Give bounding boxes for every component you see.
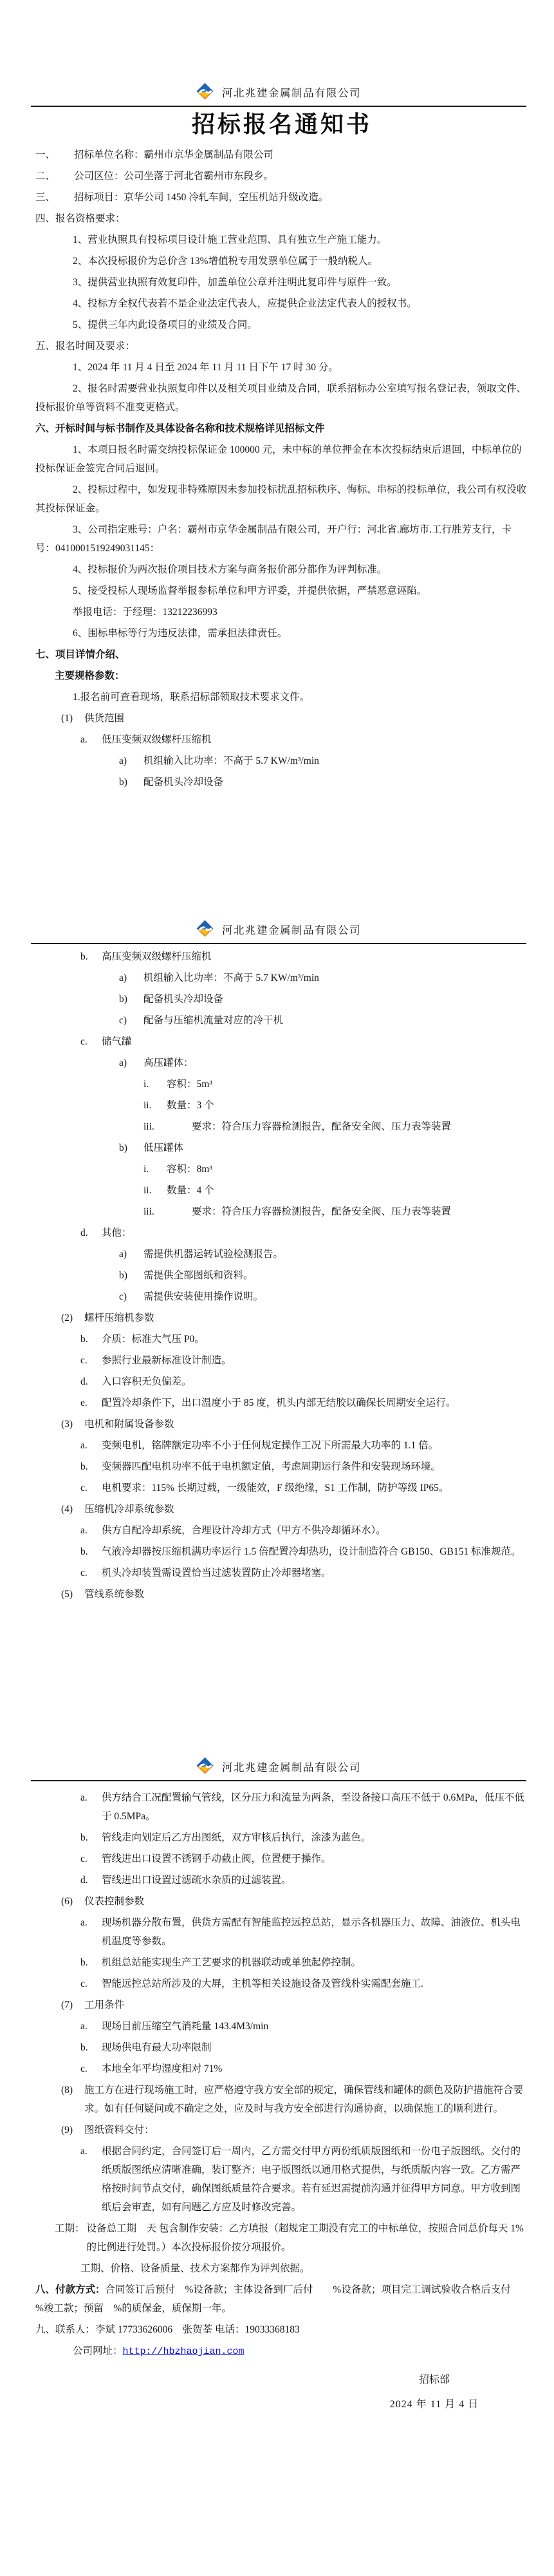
list-marker: 4、 — [73, 564, 88, 575]
paragraph-text: 机组总站能实现生产工艺要求的机器联动或单独起停控制。 — [102, 1957, 362, 1968]
paragraph-text: 公司网址： — [73, 2345, 123, 2356]
list-marker: d. — [80, 1227, 88, 1238]
company-name: 河北兆建金属制品有限公司 — [222, 86, 361, 99]
doc-paragraph — [80, 1953, 528, 1972]
paragraph-text: 低压变频双级螺杆压缩机 — [102, 734, 212, 745]
doc-paragraph — [61, 2121, 528, 2139]
paragraph-text: 管线进出口设置不锈钢手动截止阀，位置便于操作。 — [102, 1853, 331, 1864]
list-marker: c. — [80, 1978, 88, 1989]
doc-paragraph — [80, 730, 528, 749]
paragraph-text: 项目详情介绍、 — [55, 649, 125, 660]
doc-paragraph — [73, 603, 528, 621]
paragraph-text: 配置冷却条件下，出口温度小于 85 度，机头内部无结胶以确保长周期安全运行。 — [102, 1397, 456, 1408]
doc-paragraph — [119, 1245, 528, 1264]
paragraph-text: 螺杆压缩机参数 — [84, 1312, 154, 1323]
doc-paragraph — [35, 582, 528, 600]
list-marker: b. — [80, 1957, 88, 1968]
paragraph-text: 数量：3 个 — [167, 1100, 214, 1111]
page-content — [35, 109, 528, 794]
paragraph-text: 要求：符合压力容器检测报告，配备安全阀、压力表等装置 — [192, 1121, 452, 1132]
list-marker: 2、 — [73, 484, 88, 495]
doc-paragraph — [80, 1788, 528, 1826]
doc-paragraph — [35, 379, 528, 417]
list-marker: i. — [143, 1079, 149, 1090]
list-marker: 3、 — [73, 277, 88, 288]
doc-paragraph — [35, 520, 528, 558]
doc-paragraph — [119, 1266, 528, 1285]
list-marker: 八、付款方式： — [35, 2284, 106, 2295]
paragraph-text: 现场目前压缩空气消耗量 143.4M3/min — [102, 2021, 269, 2032]
list-marker: a. — [80, 2021, 88, 2032]
doc-paragraph — [80, 947, 528, 966]
paragraph-text: 营业执照具有投标项目设计施工营业范围、具有独立生产施工能力。 — [88, 234, 387, 245]
list-marker: c. — [80, 2063, 88, 2074]
doc-paragraph — [35, 294, 528, 313]
doc-paragraph — [35, 645, 528, 664]
list-marker: 1、 — [73, 362, 88, 373]
doc-paragraph — [119, 1139, 528, 1157]
doc-paragraph — [55, 667, 528, 685]
doc-paragraph — [73, 688, 528, 706]
list-marker: d. — [80, 1376, 88, 1387]
paragraph-text: 电机要求：115% 长期过载，一级能效，F 级绝缘，S1 工作制，防护等级 IP65。 — [102, 1482, 449, 1493]
list-marker: ii. — [143, 1185, 152, 1196]
paragraph-text: 电机和附属设备参数 — [84, 1419, 174, 1430]
list-marker: a) — [119, 1249, 127, 1260]
list-marker: b. — [80, 1546, 88, 1557]
list-marker: iii. — [143, 1121, 154, 1132]
paragraph-text: 介质：标准大气压 P0。 — [102, 1334, 205, 1345]
paragraph-text: 要求：符合压力容器检测报告，配备安全阀、压力表等装置 — [192, 1206, 452, 1217]
page-header — [31, 920, 526, 944]
list-marker: b) — [119, 994, 127, 1005]
list-marker: c) — [119, 1291, 127, 1302]
signature-department: 招标部 — [418, 2374, 450, 2385]
doc-paragraph — [61, 2081, 528, 2118]
doc-paragraph — [143, 1075, 528, 1094]
list-marker: (1) — [61, 713, 73, 724]
company-logo-icon — [196, 920, 214, 938]
list-marker: b) — [119, 777, 127, 788]
header-row — [31, 920, 526, 938]
doc-paragraph — [143, 1096, 528, 1115]
doc-paragraph — [80, 1351, 528, 1370]
paragraph-text: 招标项目：京华公司 1450 冷轧车间，空压机站升级改造。 — [74, 192, 329, 203]
paragraph-text: 举报电话：于经理：13212236993 — [73, 607, 217, 618]
paragraph-text: 1.报名前可查看现场，联系招标部领取技术要求文件。 — [73, 692, 310, 703]
doc-paragraph — [35, 2280, 528, 2318]
doc-paragraph — [61, 1415, 528, 1434]
doc-paragraph — [80, 1394, 528, 1412]
header-row — [31, 1757, 526, 1776]
paragraph-text: 投标方全权代表若不是企业法定代表人，应提供企业法定代表人的授权书。 — [88, 298, 417, 309]
list-marker: c. — [80, 1355, 88, 1366]
doc-paragraph — [61, 1585, 528, 1604]
list-marker: iii. — [143, 1206, 154, 1217]
company-website-link[interactable]: http://hbzhaojian.com — [122, 2346, 245, 2357]
paragraph-text: 供方自配冷却系统，合理设计冷却方式（甲方不供冷却循环水）。 — [102, 1525, 386, 1536]
doc-paragraph — [55, 2219, 528, 2257]
paragraph-text: 变频电机，铭牌额定功率不小于任何规定操作工况下所需最大功率的 1.1 倍。 — [102, 1440, 439, 1451]
list-marker: a. — [80, 1440, 88, 1451]
list-marker: 三、 — [35, 192, 56, 203]
doc-paragraph — [80, 1372, 528, 1391]
page-content — [35, 1788, 528, 2363]
paragraph-text: 公司指定账号：户名：霸州市京华金属制品有限公司，开户行：河北省.廊坊市.工行胜芳支行，卡号：0410001519249031145： — [35, 524, 512, 554]
paragraph-text: 高压罐体： — [143, 1057, 194, 1068]
paragraph-text: 联系人：李斌 17733626006 张贺荃 电话：19033368183 — [55, 2324, 300, 2335]
list-marker: 一、 — [35, 149, 56, 160]
doc-paragraph — [143, 1202, 528, 1221]
paragraph-text: 接受投标人现场监督举报参标单位和甲方评委，并提供依据，严禁恶意诬陷。 — [88, 585, 427, 596]
doc-paragraph — [80, 2038, 528, 2057]
list-marker: 九、 — [35, 2324, 56, 2335]
doc-paragraph — [35, 337, 528, 355]
doc-paragraph — [80, 1564, 528, 1582]
list-marker: 五、 — [35, 341, 56, 352]
paragraph-text: 主要规格参数： — [55, 670, 125, 681]
doc-paragraph — [143, 1117, 528, 1136]
list-marker: (9) — [61, 2125, 73, 2136]
paragraph-text: 仪表控制参数 — [84, 1896, 145, 1907]
list-marker: c. — [80, 1853, 88, 1864]
paragraph-text: 管线走向划定后乙方出图纸，双方审核后执行，涂漆为蓝色。 — [102, 1832, 371, 1843]
paragraph-text: 本地全年平均湿度相对 71% — [102, 2063, 223, 2074]
paragraph-text: 现场机器分散布置，供货方需配有智能监控远控总站，显示各机器压力、故障、油液位、机头电机温度等参数。 — [102, 1917, 521, 1947]
paragraph-text: 需提供安装使用操作说明。 — [143, 1291, 264, 1302]
list-marker: b) — [119, 1270, 127, 1281]
doc-paragraph — [143, 1181, 528, 1200]
list-marker: e. — [80, 1397, 88, 1408]
doc-paragraph — [80, 1457, 528, 1476]
paragraph-text: 供货范围 — [84, 713, 125, 724]
company-name: 河北兆建金属制品有限公司 — [222, 1761, 361, 1774]
paragraph-text: 设备总工期 天 包含制作安装：乙方填报（超规定工期没有完工的中标单位，按照合同总价每天 1%的比例进行处罚。）本次投标报价按分项报价。 — [86, 2223, 524, 2253]
list-marker: (7) — [61, 2000, 73, 2011]
doc-paragraph — [119, 752, 528, 770]
list-marker: a. — [80, 1792, 88, 1803]
page-3 — [0, 1716, 554, 2576]
paragraph-text: 参照行业最新标准设计制造。 — [102, 1355, 232, 1366]
doc-paragraph — [119, 969, 528, 987]
list-marker: (4) — [61, 1504, 73, 1515]
list-marker: c) — [119, 1015, 127, 1026]
doc-paragraph — [80, 1542, 528, 1561]
doc-paragraph — [80, 1521, 528, 1540]
company-name: 河北兆建金属制品有限公司 — [222, 923, 361, 936]
paragraph-text: 提供营业执照有效复印件，加盖单位公章并注明此复印件与原件一致。 — [88, 277, 397, 288]
doc-paragraph — [80, 1828, 528, 1847]
paragraph-text: 开标时间与标书制作及具体设备名称和技术规格详见招标文件 — [55, 423, 325, 434]
paragraph-text: 根据合同约定，合同签订后一周内，乙方需交付甲方两份纸质版图纸和一份电子版图纸。交付的纸质版图纸应清晰准确，装订整齐；电子版图纸以通用格式提供，与纸质版内容一致。乙方需严格按时间节点交付，确保图纸质量符合要求。若有延迟需提前沟通并征得甲方同意。甲方收到图纸后会审查，如有问题乙方应及时修改完善。 — [102, 2146, 521, 2213]
list-marker: 二、 — [35, 171, 56, 182]
paragraph-text: 报名时需要营业执照复印件以及相关项目业绩及合同，联系招标办公室填写报名登记表，领取文件、投标报价单等资料不准变更格式。 — [35, 383, 527, 413]
doc-paragraph — [80, 1224, 528, 1242]
doc-paragraph — [73, 2342, 528, 2361]
list-marker: 七、 — [35, 649, 56, 660]
doc-paragraph — [35, 209, 528, 228]
paragraph-text: 图纸资料交付： — [84, 2125, 154, 2136]
list-marker: a) — [119, 972, 127, 983]
list-marker: 工期： — [55, 2223, 85, 2234]
paragraph-text: 数量：4 个 — [167, 1185, 214, 1196]
doc-paragraph — [61, 1500, 528, 1519]
list-marker: 3、 — [73, 524, 88, 535]
doc-paragraph — [119, 990, 528, 1009]
doc-paragraph — [35, 358, 528, 377]
list-marker: b. — [80, 1461, 88, 1472]
list-marker: 1、 — [73, 234, 88, 245]
paragraph-text: 报名时间及要求： — [55, 341, 136, 352]
paragraph-text: 低压罐体 — [143, 1142, 184, 1153]
list-marker: b. — [80, 1832, 88, 1843]
doc-paragraph — [35, 167, 528, 185]
list-marker: 4、 — [73, 298, 88, 309]
paragraph-text: 容积：5m³ — [167, 1079, 212, 1090]
doc-paragraph — [80, 1330, 528, 1349]
paragraph-text: 投标报价为两次报价项目技术方案与商务报价部分都作为评判标准。 — [88, 564, 387, 575]
paragraph-text: 合同签订后预付 %设备款；主体设备到厂后付 %设备款；项目完工调试验收合格后支付 %竣工款；预留 %的质保金，质保期一年。 — [35, 2284, 521, 2314]
list-marker: 六、 — [35, 423, 56, 434]
list-marker: i. — [143, 1164, 149, 1175]
page-content — [35, 947, 528, 1606]
list-marker: b) — [119, 1142, 127, 1153]
list-marker: a. — [80, 2146, 88, 2157]
signature-block — [341, 2372, 528, 2412]
paragraph-text: 管线进出口设置过滤疏水杂质的过滤装置。 — [102, 1875, 291, 1886]
list-marker: (5) — [61, 1589, 73, 1600]
paragraph-text: 配备与压缩机流量对应的冷干机 — [143, 1015, 284, 1026]
paragraph-text: 工用条件 — [84, 2000, 125, 2011]
doc-paragraph — [61, 1892, 528, 1911]
list-marker: a) — [119, 1057, 127, 1068]
doc-paragraph — [61, 1996, 528, 2014]
page-header — [31, 82, 526, 107]
list-marker: (6) — [61, 1896, 73, 1907]
list-marker: c. — [80, 1567, 88, 1578]
doc-paragraph — [61, 709, 528, 728]
doc-paragraph — [80, 2017, 528, 2036]
page-1 — [0, 0, 554, 878]
page-header — [31, 1757, 526, 1781]
doc-paragraph — [35, 560, 528, 579]
list-marker: 5、 — [73, 585, 88, 596]
paragraph-text: 机组输入比功率：不高于 5.7 KW/m³/min — [143, 972, 319, 983]
paragraph-text: 投标过程中，如发现非特殊原因未参加投标扰乱招标秩序、悔标、串标的投标单位，我公司有权没收其投标保证金。 — [35, 484, 527, 514]
doc-paragraph — [35, 419, 528, 438]
header-row — [31, 82, 526, 101]
list-marker: ii. — [143, 1100, 152, 1111]
doc-paragraph — [80, 1436, 528, 1455]
company-logo-icon — [196, 1757, 214, 1776]
doc-paragraph — [80, 1871, 528, 1889]
list-marker: (3) — [61, 1419, 73, 1430]
paragraph-text: 施工方在进行现场施工时，应严格遵守我方安全部的规定，确保管线和罐体的颜色及防护措施符合要求。如有任何疑问或不确定之处，应及时与我方安全部进行沟通协商，以确保施工的顺利进行。 — [84, 2085, 524, 2114]
doc-paragraph — [119, 773, 528, 791]
paragraph-text: 机组输入比功率：不高于 5.7 KW/m³/min — [143, 755, 319, 766]
paragraph-text: 变频器匹配电机功率不低于电机额定值，考虑周期运行条件和安装现场环境。 — [102, 1461, 441, 1472]
doc-paragraph — [80, 1913, 528, 1951]
doc-paragraph — [35, 440, 528, 478]
doc-paragraph — [119, 1011, 528, 1030]
list-marker: 5、 — [73, 319, 88, 330]
paragraph-text: 需提供全部图纸和资料。 — [143, 1270, 254, 1281]
doc-paragraph — [35, 316, 528, 334]
list-marker: c. — [80, 1036, 88, 1047]
doc-paragraph — [35, 273, 528, 292]
paragraph-text: 配备机头冷却设备 — [143, 777, 224, 788]
doc-paragraph — [80, 1479, 528, 1497]
list-marker: a) — [119, 755, 127, 766]
list-marker: b. — [80, 951, 88, 962]
doc-paragraph — [80, 2259, 528, 2278]
company-logo-icon — [196, 82, 214, 101]
list-marker: d. — [80, 1875, 88, 1886]
doc-paragraph — [80, 2142, 528, 2217]
paragraph-text: 工期、价格、设备质量、技术方案都作为评判依据。 — [80, 2263, 310, 2274]
doc-paragraph — [143, 1160, 528, 1179]
paragraph-text: 储气罐 — [102, 1036, 132, 1047]
list-marker: 1、 — [73, 444, 88, 455]
doc-paragraph — [80, 1032, 528, 1051]
list-marker: 四、 — [35, 213, 56, 224]
list-marker: 2、 — [73, 256, 88, 267]
paragraph-text: 高压变频双级螺杆压缩机 — [102, 951, 212, 962]
paragraph-text: 容积：8m³ — [167, 1164, 212, 1175]
signature-date: 2024 年 11 月 4 日 — [389, 2399, 479, 2410]
doc-paragraph — [35, 252, 528, 270]
list-marker: (8) — [61, 2085, 73, 2096]
paragraph-text: 现场供电有最大功率限制 — [102, 2042, 212, 2053]
doc-paragraph — [35, 2320, 528, 2339]
paragraph-text: 报名资格要求： — [55, 213, 125, 224]
paragraph-text: 供方结合工况配置输气管线，区分压力和流量为两条，至设备接口高压不低于 0.6MPa，低压不低于 0.5MPa。 — [102, 1792, 525, 1822]
paragraph-text: 需提供机器运转试验检测报告。 — [143, 1249, 284, 1260]
paragraph-text: 2024 年 11 月 4 日至 2024 年 11 月 11 日下午 17 时 30 分。 — [88, 362, 338, 373]
list-marker: c. — [80, 1482, 88, 1493]
paragraph-text: 提供三年内此设备项目的业绩及合同。 — [88, 319, 257, 330]
paragraph-text: 其他： — [102, 1227, 132, 1238]
paragraph-text: 气液冷却器按压缩机满功率运行 1.5 倍配置冷却热功，设计制造符合 GB150、GB151 标准规范。 — [102, 1546, 521, 1557]
list-marker: 6、 — [73, 628, 88, 639]
doc-paragraph — [35, 188, 528, 207]
paragraph-text: 围标串标等行为违反法律，需承担法律责任。 — [88, 628, 288, 639]
doc-paragraph — [80, 1975, 528, 1993]
paragraph-text: 本项日报名时需交纳投标保证金 100000 元，未中标的单位押金在本次投标结束后退回，中标单位的投标保证金签完合同后退回。 — [35, 444, 522, 474]
page-2 — [0, 878, 554, 1716]
document-title: 招标报名通知书 — [191, 111, 372, 137]
list-marker: (2) — [61, 1312, 73, 1323]
list-marker: 2、 — [73, 383, 88, 394]
list-marker: a. — [80, 1917, 88, 1928]
paragraph-text: 招标单位名称：霸州市京华金属制品有限公司 — [74, 149, 274, 160]
doc-paragraph — [35, 624, 528, 643]
paragraph-text: 智能远控总站所涉及的大屏，主机等相关设施设备及管线朴实需配套施工. — [102, 1978, 423, 1989]
paragraph-text: 入口容积无负偏差。 — [102, 1376, 192, 1387]
doc-paragraph — [35, 480, 528, 518]
paragraph-text: 公司区位：公司坐落于河北省霸州市东段乡。 — [74, 171, 274, 182]
list-marker: a. — [80, 1525, 88, 1536]
paragraph-text: 本次投标报价为总价含 13%增值税专用发票单位属于一般纳税人。 — [88, 256, 378, 267]
list-marker: a. — [80, 734, 88, 745]
paragraph-text: 管线系统参数 — [84, 1589, 145, 1600]
doc-paragraph — [119, 1054, 528, 1072]
doc-paragraph — [119, 1287, 528, 1306]
doc-paragraph — [80, 1850, 528, 1868]
doc-paragraph — [80, 2060, 528, 2078]
list-marker: b. — [80, 1334, 88, 1345]
doc-paragraph — [35, 231, 528, 249]
paragraph-text: 配备机头冷却设备 — [143, 994, 224, 1005]
list-marker: b. — [80, 2042, 88, 2053]
paragraph-text: 压缩机冷却系统参数 — [84, 1504, 174, 1515]
paragraph-text: 机头冷却装置需设置恰当过滤装置防止冷却器堵塞。 — [102, 1567, 331, 1578]
doc-paragraph — [61, 1309, 528, 1327]
doc-paragraph — [35, 146, 528, 164]
